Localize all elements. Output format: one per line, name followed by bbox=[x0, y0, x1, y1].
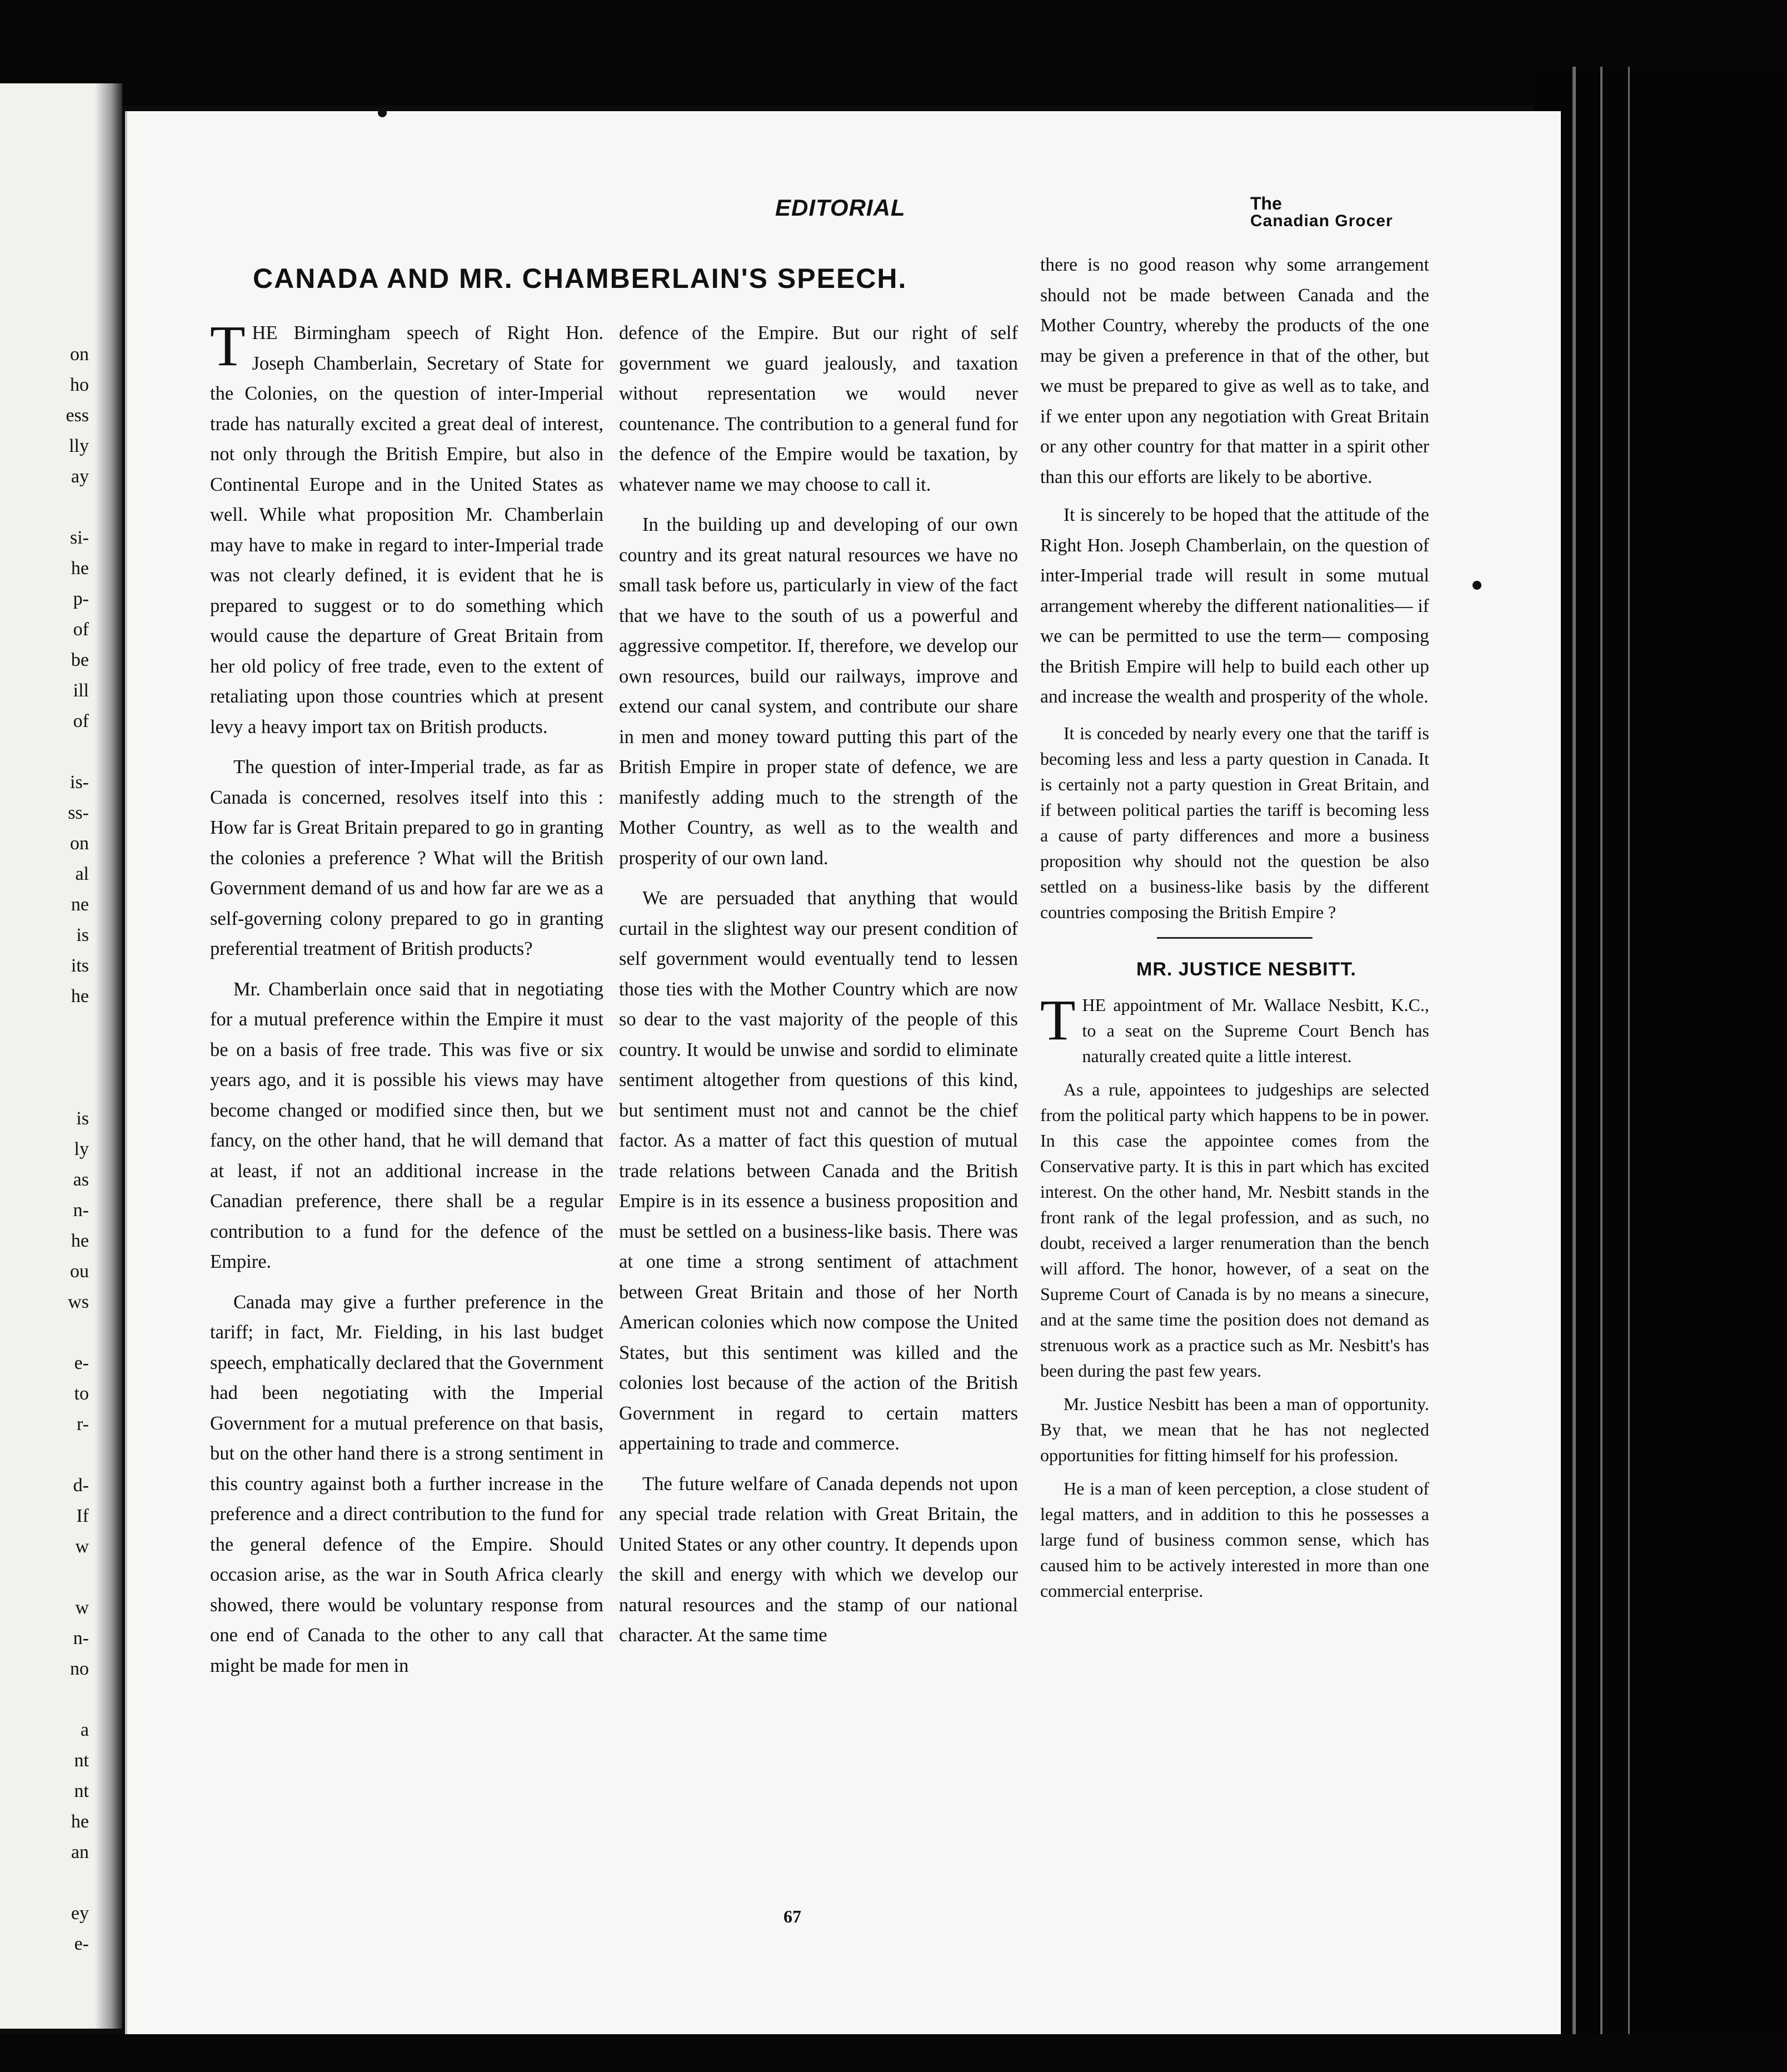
facing-page-fragment bbox=[0, 1012, 89, 1042]
article-paragraph: Mr. Chamberlain once said that in negotiating for a mutual preference within the Empire it must be on a basis of free trade. This was five or six years ago, and it is possible his views may have become changed or modified since then, but we fancy, on the other hand, that he will demand that at least, if not an additional increase in the Canadian preference, there shall be a regular contribution to a fund for the defence of the Empire. bbox=[210, 978, 603, 1272]
facing-page-fragment: ho bbox=[70, 375, 89, 395]
masthead-line-2: Canadian Grocer bbox=[1250, 212, 1393, 230]
section-divider bbox=[1157, 937, 1312, 939]
facing-page-fragment: he bbox=[71, 1811, 89, 1832]
article-paragraph: It is conceded by nearly every one that the tariff is becoming less and less a party question in Canada. It is certainly not a party question in Great Britain, and if between political parties the tariff is becoming less a cause of party differences and more a business proposition why should not the question be also settled on a business-like basis by the different countries composing the British Empire ? bbox=[1040, 723, 1429, 922]
article-paragraph: He is a man of keen perception, a close student of legal matters, and in addition to this he possesses a large fund of business common sense, which has caused him to be actively interested in more than one commercial enterprise. bbox=[1040, 1478, 1429, 1601]
facing-page-fragment: ey bbox=[71, 1903, 89, 1924]
facing-page-fragment: be bbox=[71, 650, 89, 670]
scan-top-border bbox=[0, 0, 1787, 106]
drop-cap: T bbox=[1040, 988, 1076, 1052]
ink-spot bbox=[1472, 581, 1481, 590]
facing-page-fragment: is- bbox=[70, 772, 89, 793]
facing-page-fragment: p- bbox=[73, 589, 89, 609]
article-paragraph: defence of the Empire. But our right of self government we guard jealously, and taxation without representation we would never countenance. The contribution to a general fund for the defence of the Empire would be taxation, by whatever name we may choose to call it. bbox=[619, 322, 1018, 495]
article-paragraph: THE Birmingham speech of Right Hon. Joseph Chamberlain, Secretary of State for the Colonies, on the question of inter-Imperial trade has naturally excited a great deal of interest, not only through the British Empire, but also in Continental Europe and in the United States as well. While what proposition Mr. Chamberlain may have to make in regard to inter-Imperial trade was not clearly defined, it is evident that he is prepared to suggest or to do something which would cause the departure of Great Britain from her old policy of free trade, even to the extent of retaliating upon those countries which at present levy a heavy import tax on British products. bbox=[210, 314, 603, 738]
article-column-2 bbox=[619, 318, 1018, 1651]
facing-page-fragment: si- bbox=[70, 527, 89, 548]
facing-page-fragment bbox=[0, 1440, 89, 1470]
facing-page-text bbox=[0, 339, 89, 1959]
facing-page-fragment: ess bbox=[66, 405, 89, 426]
article-paragraph: Canada may give a further preference in the tariff; in fact, Mr. Fielding, in his last budget speech, emphatically declared that the Government had been negotiating with the Imperial Government for a mutual preference on that basis, but on the other hand there is a strong sentiment in this country against both a further increase in the preference and a direct contribution to the fund for the general defence of the Empire. Should occasion arise, as the war in South Africa clearly showed, there would be voluntary response from one end of Canada to the other to any call that might be made for men in bbox=[210, 1291, 603, 1676]
facing-page-fragment: ly bbox=[74, 1139, 89, 1159]
masthead bbox=[1250, 195, 1450, 230]
article-paragraph: In the building up and developing of our own country and its great natural resources we have no small task before us, particularly in view of the fact that we have to the south of us a powerful and aggressive competitor. If, therefore, we develop our own resources, build our railways, improve and extend our canal system, and contribute our share in men and money toward putting this part of the British Empire in proper state of defence, we are manifestly adding much to the strength of the Mother Country, as well as to the wealth and prosperity of our own land. bbox=[619, 514, 1018, 869]
article-column-3 bbox=[1040, 250, 1429, 1603]
facing-page-fragment: ill bbox=[73, 680, 89, 701]
facing-page-fragment: as bbox=[73, 1169, 89, 1190]
article-paragraph: Mr. Justice Nesbitt has been a man of opportunity. By that, we mean that he has not neglected opportunities for fitting himself for his profession. bbox=[1040, 1394, 1429, 1465]
article-paragraph: The question of inter-Imperial trade, as far as Canada is concerned, resolves itself into this : How far is Great Britain prepared to go in granting the colonies a preference ? What will the British Government demand of us and how far are we as a self-governing colony prepared to go in granting preferential treatment of British products? bbox=[210, 756, 603, 959]
facing-page-fragment: its bbox=[71, 955, 89, 976]
facing-page-fragment: r- bbox=[77, 1414, 89, 1435]
running-head: EDITORIAL bbox=[775, 195, 906, 221]
facing-page-fragment: he bbox=[71, 1231, 89, 1251]
facing-page-fragment bbox=[0, 1867, 89, 1898]
facing-page-fragment: ws bbox=[68, 1292, 89, 1312]
article-paragraph: As a rule, appointees to judgeships are selected from the political party which happens to be in power. In this case the appointee comes from the Conservative party. It is this in part which has excited interest. On the other hand, Mr. Nesbitt stands in the front rank of the legal profession, and as such, no doubt, received a larger renumeration than the bench will afford. The honor, however, of a seat on the Supreme Court of Canada is by no means a sinecure, and at the same time the position does not demand as strenuous work as a practice such as Mr. Nesbitt's has been during the past few years. bbox=[1040, 1079, 1429, 1381]
facing-page-fragment bbox=[0, 1684, 89, 1715]
facing-page-fragment bbox=[0, 492, 89, 522]
book-edge bbox=[1534, 67, 1787, 2072]
facing-page-fragment bbox=[0, 1042, 89, 1073]
facing-page-fragment: ss- bbox=[68, 803, 89, 823]
article-paragraph: We are persuaded that anything that would curtail in the slightest way our present condition of self government would eventually tend to lessen those ties with the Mother Country which are now so dear to the vast majority of the people of this country. It would be unwise and sordid to eliminate sentiment altogether from questions of this kind, but sentiment must not and cannot be the chief factor. As a matter of fact this question of mutual trade relations between Canada and the British Empire is in its essence a business proposition and must be settled on a business-like basis. There was at one time a strong sentiment of attachment between Great Britain and those of her North American colonies which now compose the United States, but this sentiment was killed and the colonies lost because of the action of the British Government in regard to certain matters appertaining to trade and commerce. bbox=[619, 888, 1018, 1454]
facing-page-fragment: w bbox=[75, 1536, 89, 1557]
facing-page-fragment: ne bbox=[71, 894, 89, 915]
facing-page-fragment: an bbox=[71, 1842, 89, 1862]
ink-spot bbox=[378, 108, 387, 117]
facing-page-fragment: e- bbox=[74, 1934, 89, 1954]
facing-page-fragment: n- bbox=[73, 1628, 89, 1648]
facing-page-fragment: is bbox=[76, 1108, 89, 1129]
article-paragraph: THE appointment of Mr. Wallace Nesbitt, K.C., to a seat on the Supreme Court Bench has naturally created quite a little interest. bbox=[1040, 988, 1429, 1066]
facing-page-fragment: n- bbox=[73, 1200, 89, 1221]
facing-page-fragment: no bbox=[70, 1658, 89, 1679]
page-number: 67 bbox=[783, 1906, 801, 1926]
article-paragraph: there is no good reason why some arrangement should not be made between Canada and the Mother Country, whereby the products of the one may be given a preference in that of the other, but we must be prepared to give as well as to take, and if we enter upon any negotiation with Great Britain or any other country for that matter in a spirit other than this our efforts are likely to be abortive. bbox=[1040, 255, 1429, 487]
article-2-title: MR. JUSTICE NESBITT. bbox=[1136, 958, 1356, 980]
facing-page-fragment bbox=[0, 1562, 89, 1592]
facing-page-fragment: is bbox=[76, 925, 89, 945]
facing-page-fragment: ay bbox=[71, 466, 89, 487]
facing-page-fragment bbox=[0, 736, 89, 767]
facing-page-fragment: nt bbox=[74, 1750, 89, 1771]
facing-page-fragment: a bbox=[80, 1720, 89, 1740]
facing-page-fragment: ou bbox=[70, 1261, 89, 1282]
facing-page-fragment: e- bbox=[74, 1353, 89, 1373]
facing-page-fragment: If bbox=[76, 1506, 89, 1526]
facing-page-fragment: al bbox=[75, 864, 89, 884]
book-gutter bbox=[94, 83, 122, 2029]
facing-page-fragment bbox=[0, 1073, 89, 1103]
masthead-line-1: The bbox=[1250, 193, 1282, 213]
facing-page-fragment: on bbox=[70, 344, 89, 365]
facing-page-fragment: w bbox=[75, 1597, 89, 1618]
facing-page-fragment: lly bbox=[69, 436, 89, 456]
facing-page-fragment: of bbox=[73, 711, 89, 731]
drop-cap: T bbox=[210, 314, 246, 378]
facing-page-fragment: on bbox=[70, 833, 89, 854]
article-column-1 bbox=[210, 314, 603, 1681]
scan-bottom-border bbox=[0, 2034, 1787, 2072]
facing-page-fragment bbox=[0, 1317, 89, 1348]
facing-page-fragment: of bbox=[73, 619, 89, 640]
facing-page-fragment: he bbox=[71, 558, 89, 579]
facing-page-fragment: to bbox=[74, 1383, 89, 1404]
article-title: CANADA AND MR. CHAMBERLAIN'S SPEECH. bbox=[253, 263, 907, 294]
article-paragraph: The future welfare of Canada depends not upon any special trade relation with Great Britain, the United States or any other country. It depends upon the skill and energy with which we develop our natural resources and the stamp of our national character. At the same time bbox=[619, 1473, 1018, 1646]
article-paragraph: It is sincerely to be hoped that the attitude of the Right Hon. Joseph Chamberlain, on the question of inter-Imperial trade will result in some mutual arrangement whereby the different nationalities— if we can be permitted to use the term— composing the British Empire will help to build each other up and increase the wealth and prosperity of the whole. bbox=[1040, 505, 1429, 707]
facing-page-fragment: nt bbox=[74, 1781, 89, 1801]
facing-page-fragment: he bbox=[71, 986, 89, 1007]
facing-page-fragment: d- bbox=[73, 1475, 89, 1496]
